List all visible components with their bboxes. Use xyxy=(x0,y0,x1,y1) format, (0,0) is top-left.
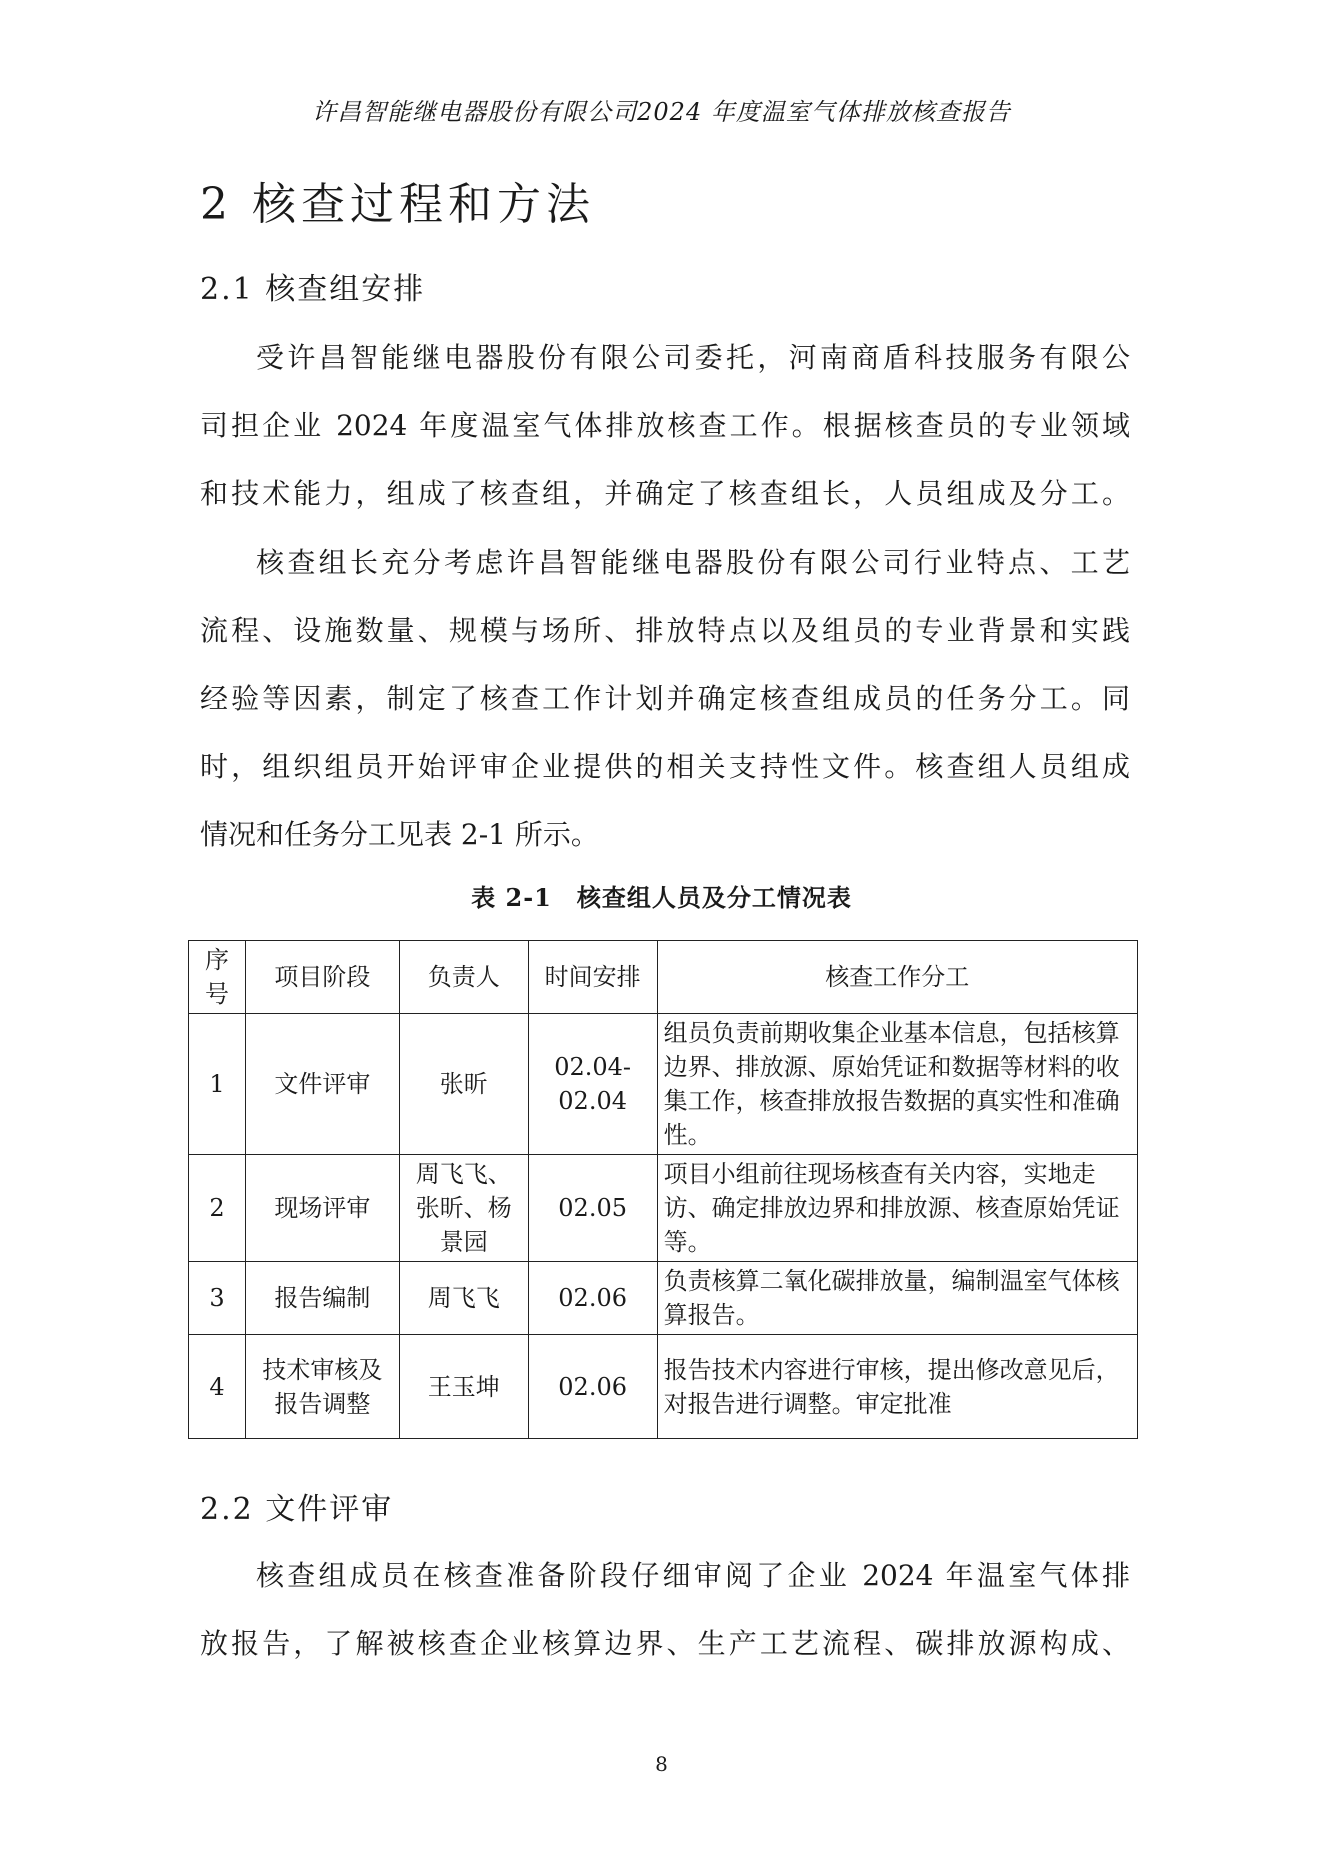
subsection-title: 核查组安排 xyxy=(265,272,426,307)
text-line: 核查组成员在核查准备阶段仔细审阅了企业 2024 年温室气体排 xyxy=(256,1559,1130,1592)
table-header-row xyxy=(189,941,1138,1014)
table-row xyxy=(189,1335,1138,1439)
section-number: 2 xyxy=(200,179,233,230)
running-header: 许昌智能继电器股份有限公司2024 年度温室气体排放核查报告 xyxy=(312,98,1011,126)
subsection-heading-2-1 xyxy=(200,264,425,308)
cell-time: 02.05 xyxy=(528,1155,657,1262)
subsection-number: 2.1 xyxy=(200,272,254,307)
cell-person: 周飞飞、张昕、杨景园 xyxy=(399,1155,528,1262)
cell-time: 02.04-02.04 xyxy=(528,1014,657,1155)
header-cell-person: 负责人 xyxy=(399,941,528,1014)
cell-time: 02.06 xyxy=(528,1335,657,1439)
paragraph-team-planning xyxy=(200,529,1130,869)
subsection-number: 2.2 xyxy=(200,1492,254,1527)
paragraph-document-review xyxy=(200,1542,1130,1678)
cell-person: 张昕 xyxy=(399,1014,528,1155)
text-line: 和技术能力，组成了核查组，并确定了核查组长，人员组成及分工。 xyxy=(200,477,1130,510)
text-line: 情况和任务分工见表 2-1 所示。 xyxy=(200,818,599,851)
cell-duty: 组员负责前期收集企业基本信息，包括核算边界、排放源、原始凭证和数据等材料的收集工作，核查排放报告数据的真实性和准确性。 xyxy=(657,1014,1137,1155)
header-cell-stage: 项目阶段 xyxy=(245,941,399,1014)
team-allocation-table xyxy=(188,940,1138,1439)
text-line: 司担企业 2024 年度温室气体排放核查工作。根据核查员的专业领域 xyxy=(200,409,1130,442)
text-line: 经验等因素，制定了核查工作计划并确定核查组成员的任务分工。同 xyxy=(200,682,1130,715)
table-caption: 表 2-1 核查组人员及分工情况表 xyxy=(471,883,852,912)
cell-stage: 现场评审 xyxy=(245,1155,399,1262)
text-line: 放报告，了解被核查企业核算边界、生产工艺流程、碳排放源构成、 xyxy=(200,1627,1130,1660)
cell-no: 1 xyxy=(189,1014,246,1155)
text-line: 时，组织组员开始评审企业提供的相关支持性文件。核查组人员组成 xyxy=(200,750,1130,783)
cell-stage: 文件评审 xyxy=(245,1014,399,1155)
cell-stage: 技术审核及报告调整 xyxy=(245,1335,399,1439)
table-row xyxy=(189,1014,1138,1155)
section-heading xyxy=(200,168,595,232)
header-cell-duty: 核查工作分工 xyxy=(657,941,1137,1014)
text-line: 流程、设施数量、规模与场所、排放特点以及组员的专业背景和实践 xyxy=(200,614,1130,647)
cell-duty: 负责核算二氧化碳排放量，编制温室气体核算报告。 xyxy=(657,1262,1137,1335)
cell-person: 周飞飞 xyxy=(399,1262,528,1335)
text-line: 受许昌智能继电器股份有限公司委托，河南商盾科技服务有限公 xyxy=(256,341,1130,374)
table-row xyxy=(189,1155,1138,1262)
section-title: 核查过程和方法 xyxy=(252,179,595,230)
paragraph-team-arrangement xyxy=(200,324,1130,528)
page-number: 8 xyxy=(655,1752,668,1776)
subsection-title: 文件评审 xyxy=(265,1492,394,1527)
header-cell-no: 序号 xyxy=(189,941,246,1014)
cell-no: 4 xyxy=(189,1335,246,1439)
subsection-heading-2-2 xyxy=(200,1484,393,1528)
cell-stage: 报告编制 xyxy=(245,1262,399,1335)
cell-duty: 报告技术内容进行审核，提出修改意见后，对报告进行调整。审定批准 xyxy=(657,1335,1137,1439)
table-row xyxy=(189,1262,1138,1335)
cell-no: 2 xyxy=(189,1155,246,1262)
text-line: 核查组长充分考虑许昌智能继电器股份有限公司行业特点、工艺 xyxy=(256,546,1130,579)
cell-time: 02.06 xyxy=(528,1262,657,1335)
cell-person: 王玉坤 xyxy=(399,1335,528,1439)
header-cell-time: 时间安排 xyxy=(528,941,657,1014)
cell-no: 3 xyxy=(189,1262,246,1335)
cell-duty: 项目小组前往现场核查有关内容，实地走访、确定排放边界和排放源、核查原始凭证等。 xyxy=(657,1155,1137,1262)
